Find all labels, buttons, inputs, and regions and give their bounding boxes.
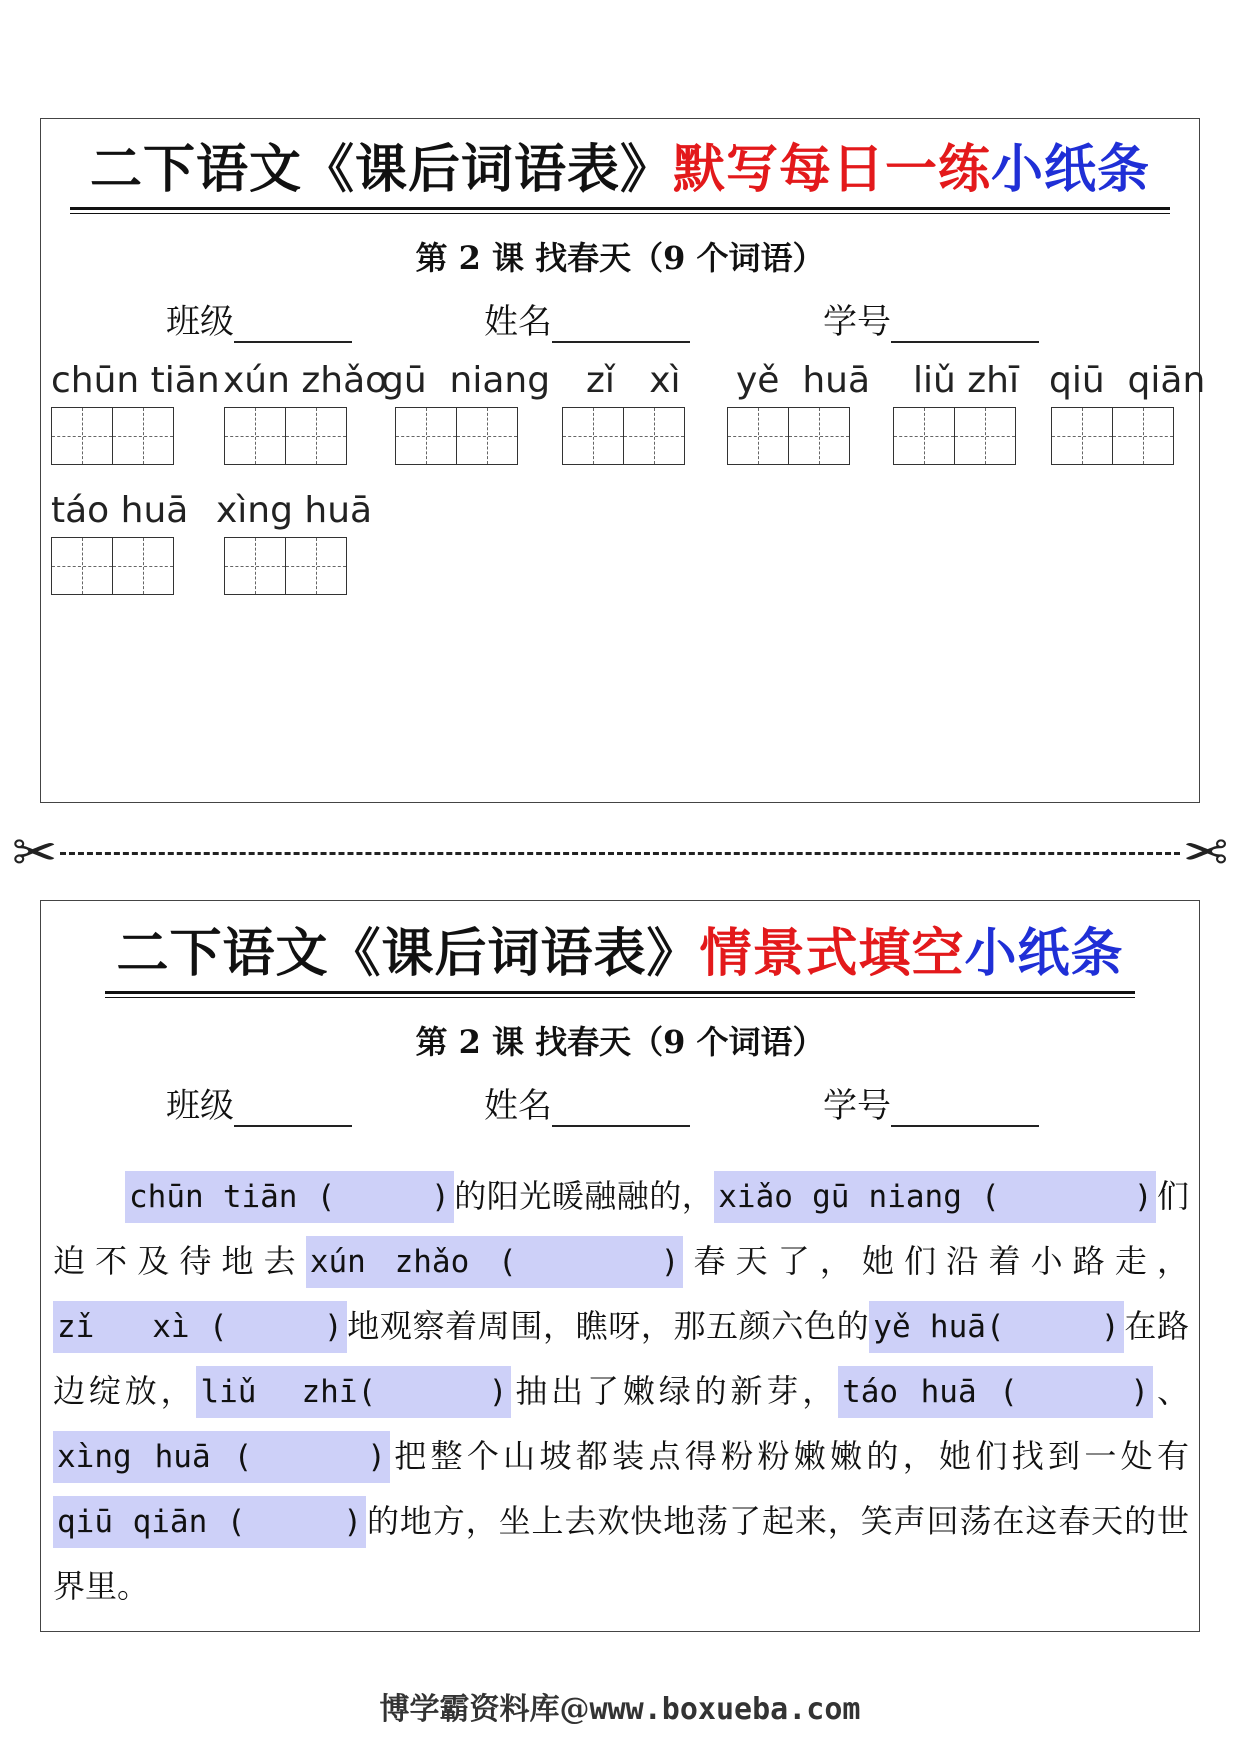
word-item: yě huā bbox=[736, 361, 870, 465]
word-item: liǔ zhī bbox=[913, 361, 1019, 465]
cut-line bbox=[60, 852, 1180, 855]
writing-grid[interactable] bbox=[224, 407, 387, 465]
footer-watermark: 博学霸资料库@www.boxueba.com bbox=[379, 1692, 861, 1727]
title-underline bbox=[105, 991, 1135, 998]
name-field[interactable]: 姓名 bbox=[484, 294, 690, 343]
writing-grid[interactable] bbox=[395, 407, 550, 465]
fill-blank[interactable]: liǔ zhī( ) bbox=[196, 1366, 511, 1418]
fill-in-title: 二下语文《课后词语表》情景式填空小纸条 bbox=[116, 923, 1124, 984]
writing-grid[interactable] bbox=[562, 407, 683, 465]
writing-grid[interactable] bbox=[51, 407, 220, 465]
student-info-row bbox=[41, 294, 1199, 354]
fill-blank[interactable]: xìng huā ( ) bbox=[53, 1431, 390, 1483]
class-input-line[interactable] bbox=[234, 1085, 352, 1127]
word-item: qiū qiān bbox=[1049, 361, 1205, 465]
fill-in-card bbox=[40, 900, 1200, 1632]
fill-blank[interactable]: xiǎo gū niang ( ) bbox=[714, 1171, 1156, 1223]
fill-blank[interactable]: xún zhǎo ( ) bbox=[306, 1236, 684, 1288]
title-underline bbox=[70, 207, 1170, 214]
fill-blank[interactable]: táo huā ( ) bbox=[838, 1366, 1153, 1418]
name-field[interactable]: 姓名 bbox=[484, 1078, 690, 1127]
word-item: zǐ xì bbox=[586, 361, 683, 465]
story-passage: chūn tiān ( ) 的阳光暖融融的， xiǎo gū niang ( ) 们迫不及待地去 xún zhǎo ( ) 春天了，她们沿着小路走，zǐ xì ( ) 地观察着周围，瞧呀，那五颜六色的 yě huā( ) 在路边绽放， liǔ zhī( ) 抽出了嫩绿的新芽， táo huā ( ) 、xìng huā ( ) 把整个山坡都装点得粉粉嫩嫩的，她们找到一处有qiū qiān ( ) 的地方，坐上去欢快地荡了起来，笑声回荡在这春天的世界里。 bbox=[53, 1164, 1189, 1618]
word-item: táo huā bbox=[51, 491, 188, 595]
writing-grid[interactable] bbox=[51, 537, 188, 595]
word-item: chūn tiān bbox=[51, 361, 220, 465]
writing-grid[interactable] bbox=[893, 407, 1019, 465]
writing-grid[interactable] bbox=[727, 407, 870, 465]
lesson-subtitle: 第 2 课 找春天（9 个词语） bbox=[415, 239, 825, 277]
writing-grid[interactable] bbox=[1051, 407, 1205, 465]
student-info-row bbox=[41, 1078, 1199, 1138]
dictation-card bbox=[40, 118, 1206, 803]
footer-url: www.boxueba.com bbox=[589, 1692, 861, 1727]
writing-grid[interactable] bbox=[224, 537, 372, 595]
fill-blank[interactable]: chūn tiān ( ) bbox=[125, 1171, 454, 1223]
dictation-title: 二下语文《课后词语表》默写每日一练小纸条 bbox=[89, 139, 1151, 200]
student-id-field[interactable]: 学号 bbox=[823, 1078, 1039, 1127]
word-item: xún zhǎo bbox=[223, 361, 387, 465]
fill-blank[interactable]: zǐ xì ( ) bbox=[53, 1301, 347, 1353]
student-id-input-line[interactable] bbox=[891, 301, 1039, 343]
name-input-line[interactable] bbox=[552, 301, 690, 343]
class-input-line[interactable] bbox=[234, 301, 352, 343]
scissors-icon: ✂ bbox=[1182, 821, 1228, 884]
name-input-line[interactable] bbox=[552, 1085, 690, 1127]
lesson-subtitle: 第 2 课 找春天（9 个词语） bbox=[415, 1023, 825, 1061]
word-item: gū niang bbox=[381, 361, 550, 465]
class-field[interactable]: 班级 bbox=[166, 294, 352, 343]
word-item: xìng huā bbox=[216, 491, 372, 595]
student-id-field[interactable]: 学号 bbox=[823, 294, 1039, 343]
fill-blank[interactable]: yě huā( ) bbox=[869, 1301, 1123, 1353]
class-field[interactable]: 班级 bbox=[166, 1078, 352, 1127]
scissors-icon: ✂ bbox=[12, 821, 58, 884]
student-id-input-line[interactable] bbox=[891, 1085, 1039, 1127]
fill-blank[interactable]: qiū qiān ( ) bbox=[53, 1496, 366, 1548]
